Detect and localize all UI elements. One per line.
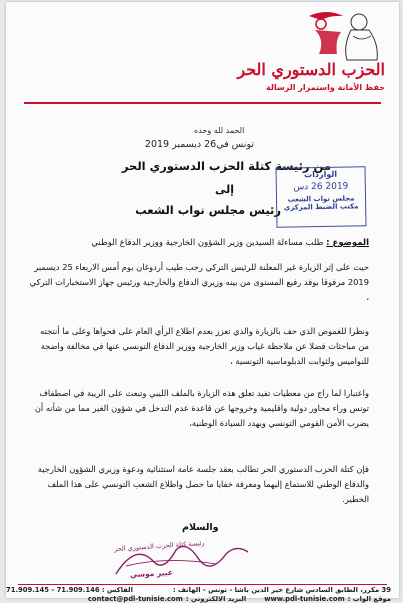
reception-stamp	[275, 166, 366, 228]
footer-divider	[18, 584, 387, 585]
subject-line	[34, 238, 369, 248]
footer-phone: 71.909.145 - الفاكس : 71.909.146	[6, 586, 133, 594]
sender-line: من رئيسة كتلة الحزب الدستوري الحر	[121, 159, 331, 173]
party-slogan: حفظ الأمانة واستمرار الرسالة	[266, 83, 385, 92]
paragraph-text: واعتبارا لما راج من معطيات تفيد تعلق هذه الزيارة بالملف الليبي وتبعث على الريبة في اصطفاف تونس وراء محاور دولية واقليمية وخروجها عن قاعدة عدم التدخل في شؤون الغير مما من شأنه أن يضرب الأمن القومي التونسي ويهدد السيادة الوطنية،	[34, 388, 369, 428]
stamp-office: مجلس نواب الشعب	[287, 194, 355, 204]
subject-label: الموضوع :	[326, 238, 369, 248]
paragraph-1	[29, 260, 369, 305]
paragraph-text: حيث على إثر الزيارة غير المعلنة للرئيس التركي رجب طيب أردوغان يوم أمس الاربعاء 25 ديسمبر 2019 مرفوقا بوفد رفيع المستوى من بينه وزيري الدفاع والخارجية ورئيس جهاز الاستخبارات التركي ،	[29, 262, 369, 302]
closing-salutation: والسلام	[182, 522, 219, 533]
stamp-date: 2019 26 دس	[293, 181, 349, 193]
header-divider	[24, 102, 381, 104]
paragraph-text: فإن كتلة الحزب الدستوري الحر تطالب بعقد جلسة عامة استثنائية ودعوة وزيري الشؤون الخارجية والدفاع الوطني للاستماع إليهما ومعرفة خفايا ما حصل واطلاع الشعب التونسي على هذا الملف الخطير.	[37, 464, 369, 504]
stamp-title: الواردات	[304, 169, 338, 180]
letter-date: تونس في26 ديسمبر 2019	[144, 139, 254, 150]
letter-page	[6, 2, 399, 603]
paragraph-text: ونظرا للغموض الذي حف بالزيارة والذي تعزز بعدم اطلاع الرأي العام على فحواها وعلى ما أنتجته من مباحثات فضلا عن ملاحظة غياب وزير الخارجية ووزير الدفاع التونسي عنها في مخالفة واضحة للنواميس ولثوابت الدبلوماسية التونسية ،	[40, 326, 369, 366]
signature-name: عبير موسي	[129, 567, 174, 580]
to-connector: إلى	[214, 183, 234, 196]
footer-email-label: البريد الالكتروني :	[185, 595, 247, 603]
paragraph-4	[29, 462, 369, 507]
paragraph-2	[29, 324, 369, 369]
subject-text: طلب مساءلة السيدين وزير الشؤون الخارجية ووزير الدفاع الوطني	[91, 238, 324, 248]
recipient-line: رئيس مجلس نواب الشعب	[135, 203, 281, 217]
footer-website: www.pdl-tunisie.com	[264, 595, 345, 603]
signature-title: رئيسة كتلة الحزب الدستوري الحر	[113, 538, 205, 554]
footer-website-label: موقع الواب :	[347, 595, 391, 603]
opening-phrase: الحمد لله وحده	[194, 126, 245, 135]
footer-web-row	[6, 595, 391, 603]
party-name: الحزب الدستوري الحر	[237, 60, 385, 79]
paragraph-3	[29, 386, 369, 431]
stamp-dept: مكتب الضبط المركزي	[283, 202, 359, 212]
footer-contact-row	[6, 586, 391, 594]
footer-address: 39 مكرر، الطابق السادس شارع خير الدين باشا - تونس - الهاتف :	[172, 586, 391, 594]
footer-email: contact@pdl-tunisie.com	[87, 595, 183, 603]
party-logo-icon	[291, 6, 391, 62]
